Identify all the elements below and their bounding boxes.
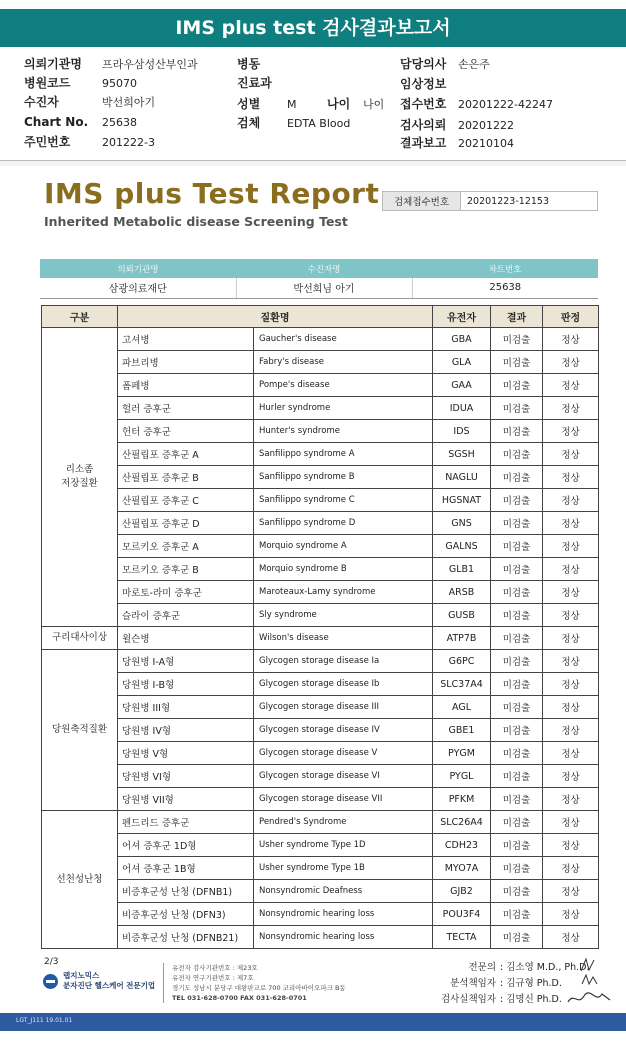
result: 미검출 bbox=[491, 489, 543, 512]
company-logo bbox=[43, 971, 155, 991]
result: 미검출 bbox=[491, 811, 543, 834]
disease-name-en: Usher syndrome Type 1D bbox=[254, 834, 433, 857]
gene: GALNS bbox=[433, 535, 491, 558]
disease-name-ko: 당원병 VI형 bbox=[118, 765, 254, 788]
result: 미검출 bbox=[491, 673, 543, 696]
disease-name-ko: 헌터 증후군 bbox=[118, 420, 254, 443]
header-field: 진료과 bbox=[237, 76, 272, 90]
disease-name-ko: 어셔 증후군 1D형 bbox=[118, 834, 254, 857]
disease-name-ko: 헐러 증후군 bbox=[118, 397, 254, 420]
gene: GLA bbox=[433, 351, 491, 374]
table-row bbox=[42, 673, 599, 696]
result: 미검출 bbox=[491, 397, 543, 420]
table-row bbox=[42, 880, 599, 903]
header-field: 성별 M bbox=[237, 97, 297, 111]
signature-mark bbox=[566, 990, 612, 1008]
company-name: 랩지노믹스 bbox=[63, 971, 100, 980]
result: 미검출 bbox=[491, 719, 543, 742]
disease-name-en: Glycogen storage disease Ia bbox=[254, 650, 433, 673]
judgement: 정상 bbox=[543, 673, 599, 696]
gene: SLC37A4 bbox=[433, 673, 491, 696]
disease-name-ko: 당원병 I-A형 bbox=[118, 650, 254, 673]
judgement: 정상 bbox=[543, 328, 599, 351]
judgement: 정상 bbox=[543, 696, 599, 719]
disease-name-en: Sanfilippo syndrome C bbox=[254, 489, 433, 512]
result: 미검출 bbox=[491, 466, 543, 489]
disease-name-en: Glycogen storage disease V bbox=[254, 742, 433, 765]
lab-info-line: 유전자 검사기관번호 : 제23호 bbox=[172, 964, 258, 972]
judgement: 정상 bbox=[543, 466, 599, 489]
disease-name-en: Glycogen storage disease IV bbox=[254, 719, 433, 742]
table-row bbox=[42, 719, 599, 742]
result: 미검출 bbox=[491, 650, 543, 673]
results-header: 유전자 bbox=[433, 306, 491, 328]
header-field: 결과보고 20210104 bbox=[400, 136, 514, 150]
judgement: 정상 bbox=[543, 374, 599, 397]
group-name: 당원축적질환 bbox=[42, 650, 118, 811]
result: 미검출 bbox=[491, 788, 543, 811]
header-field: Chart No. 25638 bbox=[24, 115, 137, 129]
disease-name-ko: 마로토-라미 증후군 bbox=[118, 581, 254, 604]
result: 미검출 bbox=[491, 328, 543, 351]
disease-name-en: Sly syndrome bbox=[254, 604, 433, 627]
signer-role: 전문의 bbox=[468, 962, 496, 973]
table-row bbox=[42, 397, 599, 420]
gene: PYGM bbox=[433, 742, 491, 765]
disease-name-ko: 비증후군성 난청 (DFN3) bbox=[118, 903, 254, 926]
judgement: 정상 bbox=[543, 719, 599, 742]
patient-table-header: 수진자명 bbox=[236, 259, 412, 278]
header-field: 임상정보 bbox=[400, 77, 447, 91]
table-row bbox=[42, 581, 599, 604]
header-field: 담당의사 손은주 bbox=[400, 57, 490, 71]
lab-info-line: TEL 031-628-0700 FAX 031-628-0701 bbox=[172, 994, 307, 1002]
table-row bbox=[42, 374, 599, 397]
company-tagline: 분자진단 헬스케어 전문기업 bbox=[63, 981, 156, 990]
disease-name-en: Wilson's disease bbox=[254, 627, 433, 650]
result: 미검출 bbox=[491, 880, 543, 903]
table-row bbox=[42, 351, 599, 374]
receipt-number-box bbox=[382, 191, 598, 211]
disease-name-ko: 당원병 IV형 bbox=[118, 719, 254, 742]
results-body bbox=[42, 328, 599, 949]
disease-name-ko: 산필립포 증후군 C bbox=[118, 489, 254, 512]
result: 미검출 bbox=[491, 604, 543, 627]
disease-name-en: Nonsyndromic hearing loss bbox=[254, 903, 433, 926]
signer-row bbox=[420, 960, 589, 976]
judgement: 정상 bbox=[543, 351, 599, 374]
result: 미검출 bbox=[491, 834, 543, 857]
header-field: 접수번호 20201222-42247 bbox=[400, 97, 553, 111]
table-row bbox=[42, 834, 599, 857]
section-divider bbox=[0, 160, 626, 166]
disease-name-ko: 산필립포 증후군 D bbox=[118, 512, 254, 535]
gene: GBE1 bbox=[433, 719, 491, 742]
disease-name-ko: 산필립포 증후군 B bbox=[118, 466, 254, 489]
disease-name-en: Gaucher's disease bbox=[254, 328, 433, 351]
disease-name-ko: 당원병 I-B형 bbox=[118, 673, 254, 696]
gene: GNS bbox=[433, 512, 491, 535]
lab-info-line: 경기도 성남시 분당구 대왕판교로 700 코리아바이오파크 B동 bbox=[172, 984, 346, 992]
judgement: 정상 bbox=[543, 926, 599, 949]
table-row bbox=[42, 926, 599, 949]
header-field: 의뢰기관명 프라우삼성산부인과 bbox=[24, 57, 198, 71]
group-name: 구리대사이상 bbox=[42, 627, 118, 650]
gene: MYO7A bbox=[433, 857, 491, 880]
table-row bbox=[42, 811, 599, 834]
disease-name-en: Sanfilippo syndrome A bbox=[254, 443, 433, 466]
disease-name-ko: 당원병 VII형 bbox=[118, 788, 254, 811]
gene: HGSNAT bbox=[433, 489, 491, 512]
table-row bbox=[42, 765, 599, 788]
result: 미검출 bbox=[491, 627, 543, 650]
gene: PFKM bbox=[433, 788, 491, 811]
gene: GBA bbox=[433, 328, 491, 351]
gene: POU3F4 bbox=[433, 903, 491, 926]
disease-name-en: Nonsyndromic hearing loss bbox=[254, 926, 433, 949]
signer-name: : 김명신 Ph.D. bbox=[500, 994, 562, 1005]
disease-name-en: Glycogen storage disease VI bbox=[254, 765, 433, 788]
results-header: 결과 bbox=[491, 306, 543, 328]
disease-name-en: Pompe's disease bbox=[254, 374, 433, 397]
logo-icon bbox=[43, 974, 58, 989]
lab-info bbox=[163, 963, 346, 1003]
result: 미검출 bbox=[491, 765, 543, 788]
report-banner: IMS plus test 검사결과보고서 bbox=[0, 9, 626, 47]
table-row bbox=[42, 627, 599, 650]
gene: PYGL bbox=[433, 765, 491, 788]
judgement: 정상 bbox=[543, 581, 599, 604]
signer-role: 분석책임자 bbox=[450, 978, 496, 989]
doc-code: LGT_J111 19.01.01 bbox=[16, 1017, 73, 1024]
gene: TECTA bbox=[433, 926, 491, 949]
judgement: 정상 bbox=[543, 604, 599, 627]
judgement: 정상 bbox=[543, 880, 599, 903]
result: 미검출 bbox=[491, 903, 543, 926]
judgement: 정상 bbox=[543, 811, 599, 834]
table-row bbox=[42, 489, 599, 512]
disease-name-en: Pendred's Syndrome bbox=[254, 811, 433, 834]
result: 미검출 bbox=[491, 926, 543, 949]
gene: AGL bbox=[433, 696, 491, 719]
disease-name-en: Sanfilippo syndrome B bbox=[254, 466, 433, 489]
judgement: 정상 bbox=[543, 397, 599, 420]
judgement: 정상 bbox=[543, 627, 599, 650]
table-row bbox=[42, 696, 599, 719]
gene: IDS bbox=[433, 420, 491, 443]
patient-table bbox=[40, 259, 598, 299]
disease-name-ko: 폼페병 bbox=[118, 374, 254, 397]
table-row bbox=[42, 443, 599, 466]
disease-name-en: Usher syndrome Type 1B bbox=[254, 857, 433, 880]
disease-name-en: Hurler syndrome bbox=[254, 397, 433, 420]
judgement: 정상 bbox=[543, 489, 599, 512]
disease-name-ko: 당원병 V형 bbox=[118, 742, 254, 765]
gene: SGSH bbox=[433, 443, 491, 466]
disease-name-ko: 당원병 III형 bbox=[118, 696, 254, 719]
judgement: 정상 bbox=[543, 857, 599, 880]
table-row bbox=[42, 558, 599, 581]
table-row bbox=[42, 857, 599, 880]
disease-name-ko: 비증후군성 난청 (DFNB1) bbox=[118, 880, 254, 903]
receipt-label: 검체접수번호 bbox=[383, 192, 461, 210]
page-number: 2/3 bbox=[44, 957, 59, 967]
disease-name-en: Fabry's disease bbox=[254, 351, 433, 374]
header-field: 병동 bbox=[237, 57, 261, 71]
result: 미검출 bbox=[491, 420, 543, 443]
table-row bbox=[42, 604, 599, 627]
disease-name-ko: 어셔 증후군 1B형 bbox=[118, 857, 254, 880]
gene: NAGLU bbox=[433, 466, 491, 489]
result: 미검출 bbox=[491, 857, 543, 880]
results-table bbox=[41, 305, 599, 949]
disease-name-en: Hunter's syndrome bbox=[254, 420, 433, 443]
signer-name: : 김규형 Ph.D. bbox=[500, 978, 562, 989]
patient-table-header: 차트번호 bbox=[412, 259, 598, 278]
gene: IDUA bbox=[433, 397, 491, 420]
signer-role: 검사실책임자 bbox=[440, 994, 496, 1005]
disease-name-ko: 산필립포 증후군 A bbox=[118, 443, 254, 466]
disease-name-en: Sanfilippo syndrome D bbox=[254, 512, 433, 535]
gene: G6PC bbox=[433, 650, 491, 673]
signer-row bbox=[420, 992, 589, 1008]
result: 미검출 bbox=[491, 696, 543, 719]
disease-name-ko: 파브리병 bbox=[118, 351, 254, 374]
result: 미검출 bbox=[491, 351, 543, 374]
patient-table-cell: 박선희님 아기 bbox=[236, 278, 412, 298]
header-field: 수진자 박선희아기 bbox=[24, 95, 156, 109]
disease-name-ko: 고셔병 bbox=[118, 328, 254, 351]
group-name: 선천성난청 bbox=[42, 811, 118, 949]
disease-name-en: Glycogen storage disease VII bbox=[254, 788, 433, 811]
table-row bbox=[42, 535, 599, 558]
result: 미검출 bbox=[491, 443, 543, 466]
table-row bbox=[42, 420, 599, 443]
result: 미검출 bbox=[491, 535, 543, 558]
gene: GJB2 bbox=[433, 880, 491, 903]
gene: SLC26A4 bbox=[433, 811, 491, 834]
judgement: 정상 bbox=[543, 558, 599, 581]
result: 미검출 bbox=[491, 558, 543, 581]
judgement: 정상 bbox=[543, 650, 599, 673]
header-field: 주민번호 201222-3 bbox=[24, 135, 155, 149]
table-row bbox=[42, 903, 599, 926]
judgement: 정상 bbox=[543, 742, 599, 765]
group-name: 리소좀 저장질환 bbox=[42, 328, 118, 627]
header-field-age: 나이 나이 bbox=[327, 97, 385, 111]
judgement: 정상 bbox=[543, 420, 599, 443]
disease-name-en: Glycogen storage disease Ib bbox=[254, 673, 433, 696]
patient-table-header: 의뢰기관명 bbox=[40, 259, 236, 278]
header-field: 검사의뢰 20201222 bbox=[400, 118, 514, 132]
patient-table-cell: 25638 bbox=[412, 278, 598, 298]
judgement: 정상 bbox=[543, 512, 599, 535]
gene: GLB1 bbox=[433, 558, 491, 581]
header-field: 검체 EDTA Blood bbox=[237, 116, 351, 130]
disease-name-en: Glycogen storage disease III bbox=[254, 696, 433, 719]
disease-name-ko: 슬라이 증후군 bbox=[118, 604, 254, 627]
table-row bbox=[42, 650, 599, 673]
signer-row bbox=[420, 976, 589, 992]
gene: GAA bbox=[433, 374, 491, 397]
signers bbox=[420, 960, 589, 1008]
gene: CDH23 bbox=[433, 834, 491, 857]
disease-name-en: Nonsyndromic Deafness bbox=[254, 880, 433, 903]
table-row bbox=[42, 328, 599, 351]
disease-name-ko: 윌슨병 bbox=[118, 627, 254, 650]
judgement: 정상 bbox=[543, 834, 599, 857]
report-subtitle: Inherited Metabolic disease Screening Test bbox=[44, 214, 348, 229]
disease-name-ko: 모르키오 증후군 A bbox=[118, 535, 254, 558]
judgement: 정상 bbox=[543, 443, 599, 466]
judgement: 정상 bbox=[543, 535, 599, 558]
judgement: 정상 bbox=[543, 765, 599, 788]
result: 미검출 bbox=[491, 374, 543, 397]
footer-bar bbox=[0, 1013, 626, 1031]
table-row bbox=[42, 466, 599, 489]
receipt-value: 20201223-12153 bbox=[467, 195, 550, 207]
table-row bbox=[42, 742, 599, 765]
disease-name-ko: 비증후군성 난청 (DFNB21) bbox=[118, 926, 254, 949]
results-header: 판정 bbox=[543, 306, 599, 328]
table-row bbox=[42, 788, 599, 811]
patient-table-cell: 삼광의료재단 bbox=[40, 278, 236, 298]
disease-name-ko: 펜드리드 증후군 bbox=[118, 811, 254, 834]
results-header: 질환명 bbox=[118, 306, 433, 328]
disease-name-ko: 모르키오 증후군 B bbox=[118, 558, 254, 581]
signer-name: : 김소영 M.D., Ph.D. bbox=[500, 962, 590, 973]
gene: ATP7B bbox=[433, 627, 491, 650]
disease-name-en: Morquio syndrome A bbox=[254, 535, 433, 558]
lab-info-line: 유전자 연구기관번호 : 제7호 bbox=[172, 974, 254, 982]
disease-name-en: Maroteaux-Lamy syndrome bbox=[254, 581, 433, 604]
result: 미검출 bbox=[491, 581, 543, 604]
header-field: 병원코드 95070 bbox=[24, 76, 137, 90]
results-header: 구분 bbox=[42, 306, 118, 328]
disease-name-en: Morquio syndrome B bbox=[254, 558, 433, 581]
gene: GUSB bbox=[433, 604, 491, 627]
report-title: IMS plus Test Report bbox=[44, 177, 380, 210]
judgement: 정상 bbox=[543, 788, 599, 811]
result: 미검출 bbox=[491, 742, 543, 765]
gene: ARSB bbox=[433, 581, 491, 604]
signature-mark bbox=[580, 972, 600, 990]
result: 미검출 bbox=[491, 512, 543, 535]
table-row bbox=[42, 512, 599, 535]
report-header bbox=[0, 55, 626, 155]
judgement: 정상 bbox=[543, 903, 599, 926]
